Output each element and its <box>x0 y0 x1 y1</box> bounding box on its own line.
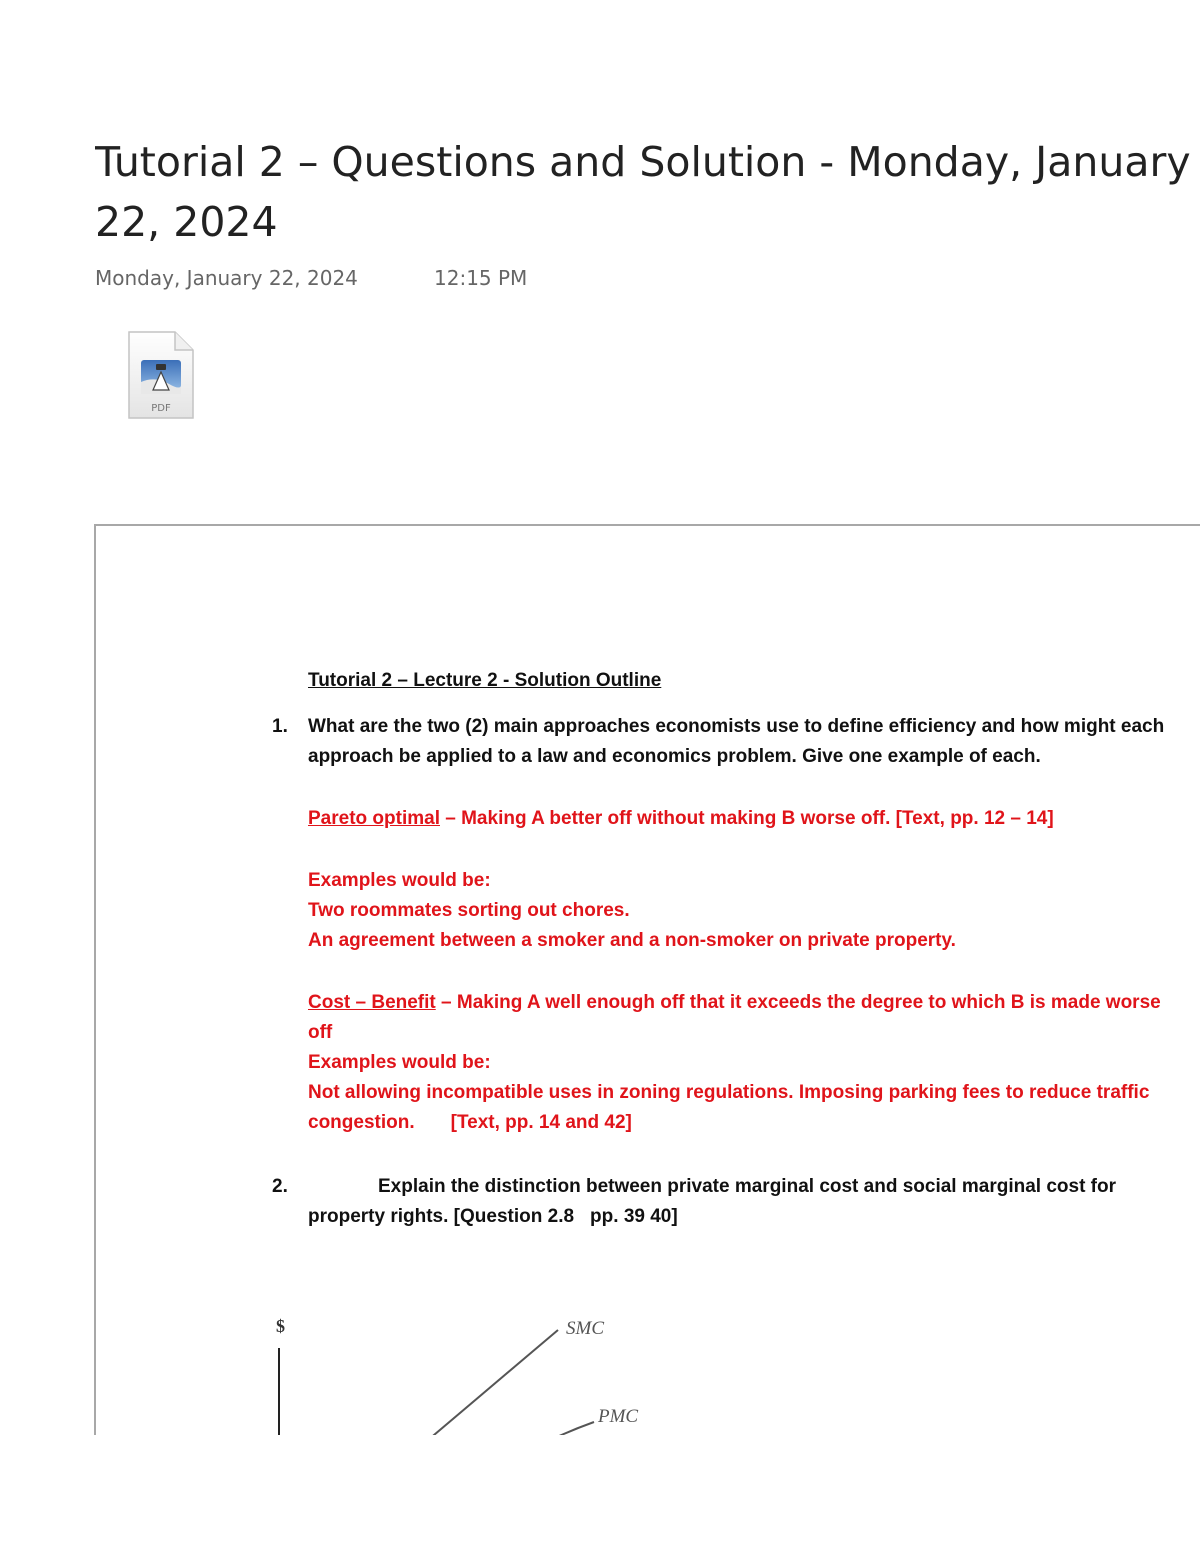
pdf-attachment[interactable] <box>125 330 197 422</box>
smc-curve <box>421 1330 558 1435</box>
cost-graph <box>266 1306 686 1435</box>
pareto-definition: – Making A better off without making B worse off. [Text, pp. 12 – 14] <box>439 808 1054 829</box>
pmc-curve <box>538 1422 594 1435</box>
smc-label: SMC <box>566 1318 604 1339</box>
cost-benefit-definition: – Making A well enough off that it exceeds the degree to which B is made worse off <box>308 992 1161 1043</box>
example-1b: An agreement between a smoker and a non-smoker on private property. <box>308 930 956 951</box>
note-title-line-1: Tutorial 2 – Questions and Solution - Monday, January <box>95 138 1191 186</box>
example-2a-reference: [Text, pp. 14 and 42] <box>450 1112 632 1133</box>
examples-label-2: Examples would be: <box>308 1052 491 1073</box>
example-1a: Two roommates sorting out chores. <box>308 900 630 921</box>
pdf-file-label: PDF <box>151 403 171 414</box>
cost-benefit-term: Cost – Benefit <box>308 992 436 1013</box>
question-2 <box>272 1172 1168 1232</box>
pareto-term: Pareto optimal <box>308 808 440 829</box>
note-date: Monday, January 22, 2024 <box>95 266 358 290</box>
question-1 <box>272 712 1168 1138</box>
example-2a: Not allowing incompatible uses in zoning regulations. Imposing parking fees to reduce traffic congestion. [Text, pp. 14 and 42] <box>308 1082 1150 1133</box>
doc-heading: Tutorial 2 – Lecture 2 - Solution Outline <box>308 670 662 691</box>
note-time: 12:15 PM <box>434 266 528 290</box>
examples-label-1: Examples would be: <box>308 870 491 891</box>
question-2-number: 2. <box>272 1176 288 1197</box>
embedded-pdf-page <box>94 524 1200 1435</box>
question-1-number: 1. <box>272 716 288 737</box>
question-2-text-line-2: property rights. [Question 2.8 pp. 39 40] <box>308 1206 678 1227</box>
cost-benefit-answer <box>308 988 1168 1048</box>
question-2-text-line-1: Explain the distinction between private marginal cost and social marginal cost for <box>378 1176 1117 1197</box>
pdf-file-icon <box>125 330 197 422</box>
pdf-content <box>272 666 1168 1232</box>
pmc-label: PMC <box>598 1406 639 1427</box>
pareto-answer <box>308 804 1168 834</box>
question-1-text: What are the two (2) main approaches economists use to define efficiency and how might each approach be applied to a law and economics problem. Give one example of each. <box>308 716 1165 767</box>
graph-y-axis-label: $ <box>276 1316 285 1336</box>
note-title[interactable] <box>95 132 1200 252</box>
note-title-line-2: 22, 2024 <box>95 198 278 246</box>
